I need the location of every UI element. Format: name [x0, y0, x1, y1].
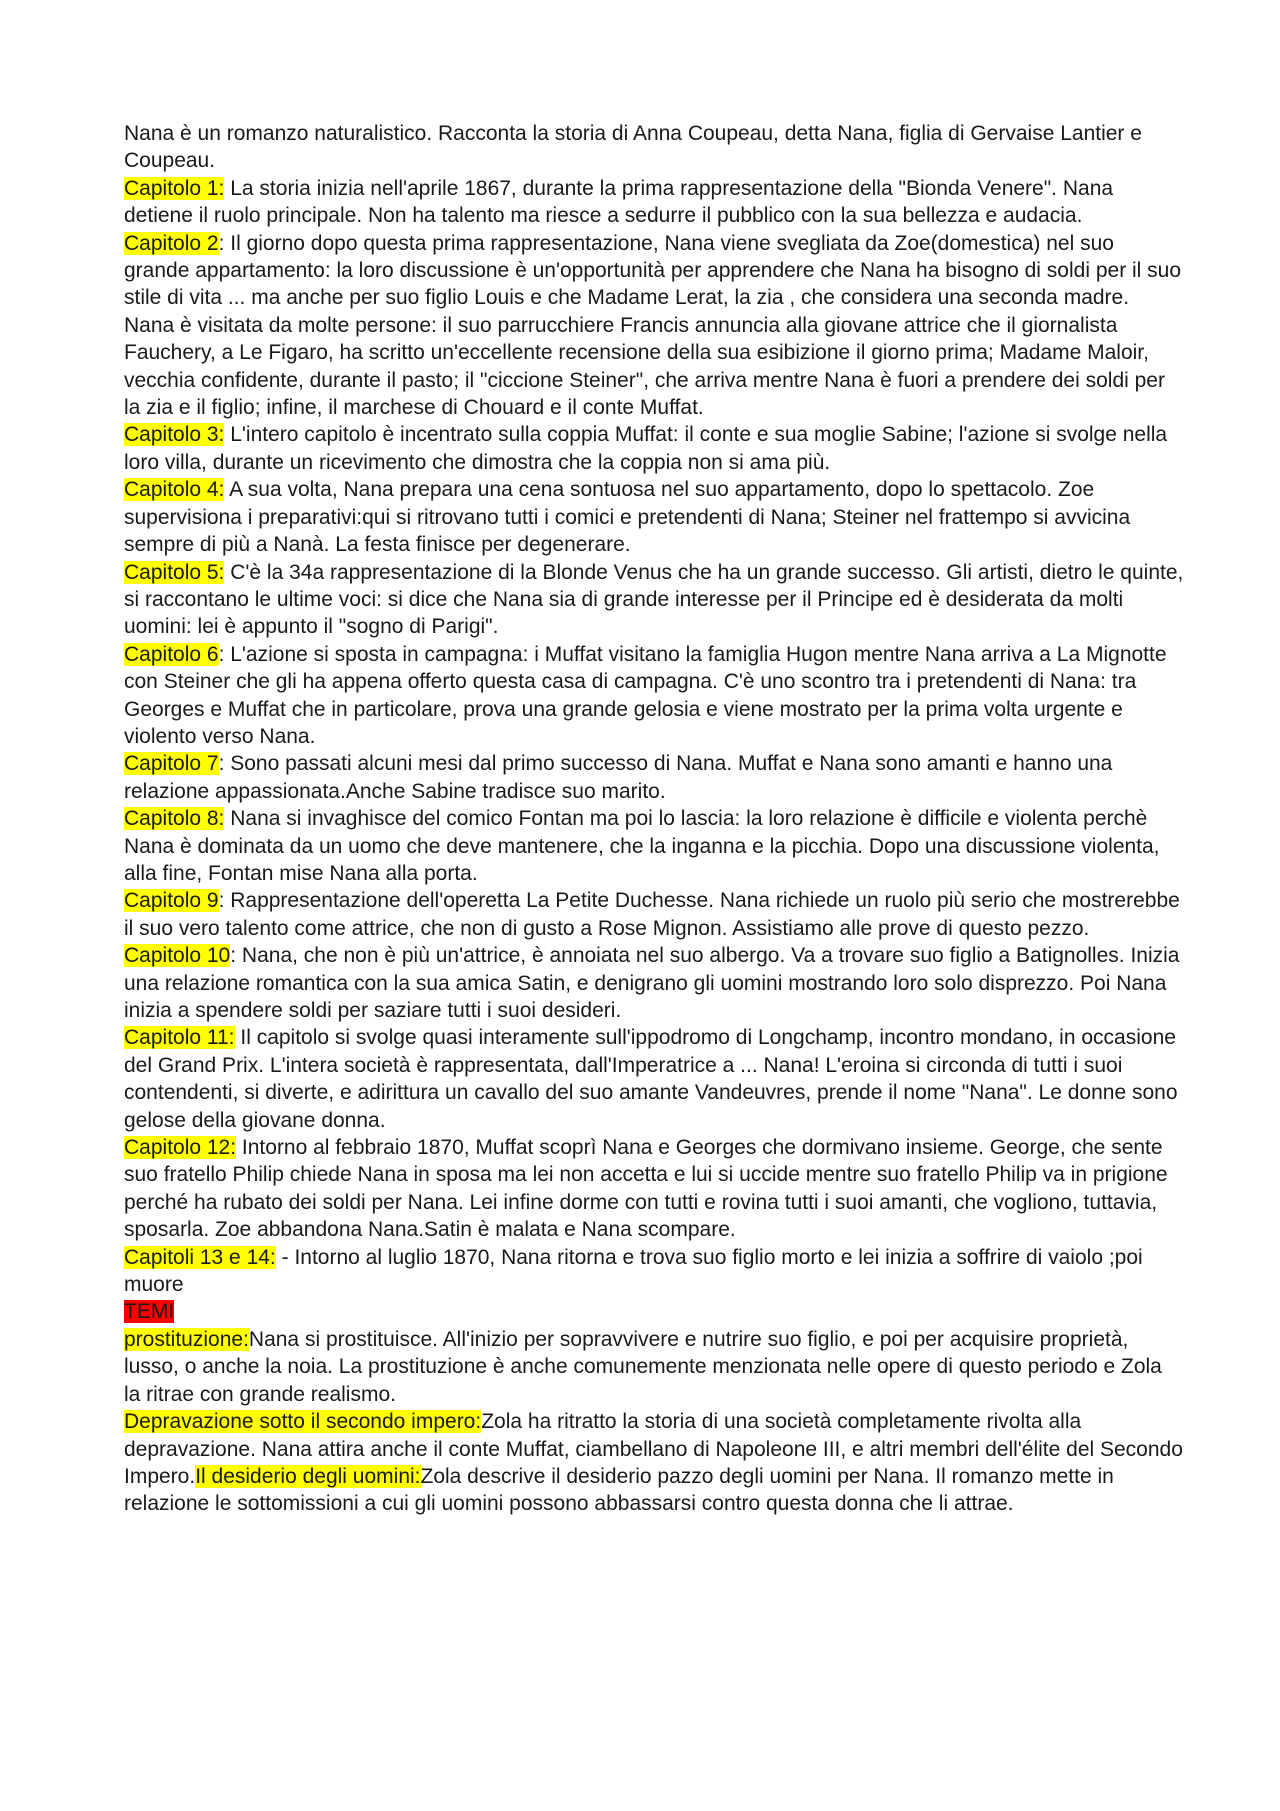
chapter-text: Nana si invaghisce del comico Fontan ma poi lo lascia: la loro relazione è difficile e violenta perchè Nana è dominata da un uomo che deve mantenere, che la inganna e la picchia. Dopo una discussione violenta, alla fine, Fontan mise Nana alla porta. — [124, 807, 1160, 885]
chapter-text: A sua volta, Nana prepara una cena sontuosa nel suo appartamento, dopo lo spettacolo. Zoe supervisiona i preparativi:qui si ritrovano tutti i comici e pretendenti di Nana; Steiner nel frattempo si avvicina sempre di più a Nanà. La festa finisce per degenerare. — [124, 478, 1131, 557]
chapter-label: Capitolo 8: — [124, 807, 225, 831]
chapter-text: : Sono passati alcuni mesi dal primo successo di Nana. Muffat e Nana sono amanti e hanno una relazione appassionata.Anche Sabine tradisce suo marito. — [124, 752, 1113, 803]
intro-paragraph: Nana è un romanzo naturalistico. Racconta la storia di Anna Coupeau, detta Nana, figlia di Gervaise Lantier e Coupeau. — [124, 122, 1142, 173]
chapter-label: Capitolo 7 — [124, 752, 219, 776]
chapter-13-14 — [124, 1244, 1184, 1299]
chapter-label: Capitolo 12: — [124, 1136, 237, 1160]
chapter-label: Capitolo 5: — [124, 560, 225, 584]
chapter-3 — [124, 421, 1184, 476]
theme-label: prostituzione: — [124, 1327, 249, 1351]
chapter-text: C'è la 34a rappresentazione di la Blonde Venus che ha un grande successo. Gli artisti, dietro le quinte, si raccontano le ultime voci: si dice che Nana sia di grande interesse per il Principe ed è desiderata da molti uomini: lei è appunto il "sogno di Parigi". — [124, 560, 1184, 639]
chapter-label: Capitolo 10 — [124, 944, 231, 968]
theme-prostitution — [124, 1326, 1184, 1408]
chapter-text: : Il giorno dopo questa prima rappresentazione, Nana viene svegliata da Zoe(domestica) nel suo grande appartamento: la loro discussione è un'opportunità per apprendere che Nana ha bisogno di soldi per il suo stile di vita ... ma anche per suo figlio Louis e che Madame Lerat, la zia , che considera una seconda madre. Nana è visitata da molte persone: il suo parrucchiere Francis annuncia alla giovane attrice che il giornalista Fauchery, a Le Figaro, ha scritto un'eccellente recensione della sua esibizione il giorno prima; Madame Maloir, vecchia confidente, durante il pasto; il "ciccione Steiner", che arriva mentre Nana è fuori a prendere dei soldi per la zia e il figlio; infine, il marchese di Chouard e il conte Muffat. — [124, 231, 1182, 420]
chapter-label: Capitoli 13 e 14: — [124, 1245, 276, 1269]
chapter-text: Il capitolo si svolge quasi interamente sull'ippodromo di Longchamp, incontro mondano, in occasione del Grand Prix. L'intera società è rappresentata, dall'Imperatrice a ... Nana! L'eroina si circonda di tutti i suoi contendenti, si diverte, e adirittura un cavallo del suo amante Vandeuvres, prende il nome "Nana". Le donne sono gelose della giovane donna. — [124, 1026, 1178, 1132]
document-page — [124, 120, 1184, 1518]
theme-label: Depravazione sotto il secondo impero: — [124, 1410, 482, 1434]
chapter-9 — [124, 887, 1184, 942]
chapter-label: Capitolo 4: — [124, 478, 225, 502]
chapter-7 — [124, 750, 1184, 805]
chapter-text: : Rappresentazione dell'operetta La Petite Duchesse. Nana richiede un ruolo più serio che mostrerebbe il suo vero talento come attrice, che non di gusto a Rose Mignon. Assistiamo alle prove di questo pezzo. — [124, 889, 1180, 940]
chapter-text: : L'azione si sposta in campagna: i Muffat visitano la famiglia Hugon mentre Nana arriva a La Mignotte con Steiner che gli ha appena offerto questa casa di campagna. C'è uno scontro tra i pretendenti di Nana: tra Georges e Muffat che in particolare, prova una grande gelosia e viene mostrato per la prima volta urgente e violento verso Nana. — [124, 642, 1167, 748]
themes-heading — [124, 1298, 1184, 1325]
chapter-2 — [124, 230, 1184, 422]
chapter-8 — [124, 805, 1184, 887]
theme-text: Nana si prostituisce. All'inizio per sopravvivere e nutrire suo figlio, e poi per acquisire proprietà, lusso, o anche la noia. La prostituzione è anche comunemente menzionata nelle opere di questo periodo e Zola la ritrae con grande realismo. — [124, 1327, 1162, 1406]
chapter-label: Capitolo 3: — [124, 423, 225, 447]
chapter-label: Capitolo 1: — [124, 176, 225, 200]
chapter-text: : Nana, che non è più un'attrice, è annoiata nel suo albergo. Va a trovare suo figlio a Batignolles. Inizia una relazione romantica con la sua amica Satin, e denigrano gli uomini mostrando loro solo disprezzo. Poi Nana inizia a spendere soldi per saziare tutti i suoi desideri. — [124, 944, 1180, 1022]
chapter-text: L'intero capitolo è incentrato sulla coppia Muffat: il conte e sua moglie Sabine; l'azione si svolge nella loro villa, durante un ricevimento che dimostra che la coppia non si ama più. — [124, 423, 1168, 474]
theme-depravation-desire — [124, 1408, 1184, 1518]
chapter-12 — [124, 1134, 1184, 1244]
theme-label: Il desiderio degli uomini: — [195, 1464, 421, 1488]
chapter-text: Intorno al febbraio 1870, Muffat scoprì Nana e Georges che dormivano insieme. George, che sente suo fratello Philip chiede Nana in sposa ma lei non accetta e lui si uccide mentre suo fratello Philip va in prigione perché ha rubato dei soldi per Nana. Lei infine dorme con tutti e rovina tutti i suoi amanti, che vogliono, tuttavia, sposarla. Zoe abbandona Nana.Satin è malata e Nana scompare. — [124, 1136, 1168, 1242]
theme-text: Zola descrive il desiderio pazzo degli uomini per Nana. Il romanzo mette in relazione le sottomissioni a cui gli uomini possono abbassarsi contro questa donna che li attrae. — [124, 1464, 1114, 1516]
chapter-1 — [124, 175, 1184, 230]
chapter-text: La storia inizia nell'aprile 1867, durante la prima rappresentazione della "Bionda Venere". Nana detiene il ruolo principale. Non ha talento ma riesce a sedurre il pubblico con la sua bellezza e audacia. — [124, 176, 1114, 228]
theme-text: Zola ha ritratto la storia di una società completamente rivolta alla depravazione. Nana attira anche il conte Muffat, ciambellano di Napoleone III, e altri membri dell'élite del Secondo Impero. — [124, 1410, 1183, 1488]
chapter-label: Capitolo 6 — [124, 642, 219, 666]
chapter-label: Capitolo 9 — [124, 889, 219, 913]
chapter-4 — [124, 476, 1184, 558]
chapter-5 — [124, 559, 1184, 641]
chapter-label: Capitolo 11: — [124, 1026, 235, 1050]
chapter-6 — [124, 641, 1184, 751]
themes-heading-label: TEMI — [124, 1300, 175, 1324]
chapter-text: - Intorno al luglio 1870, Nana ritorna e trova suo figlio morto e lei inizia a soffrire di vaiolo ;poi muore — [124, 1245, 1143, 1297]
chapter-11 — [124, 1024, 1184, 1134]
chapter-label: Capitolo 2 — [124, 231, 219, 255]
chapter-10 — [124, 942, 1184, 1024]
